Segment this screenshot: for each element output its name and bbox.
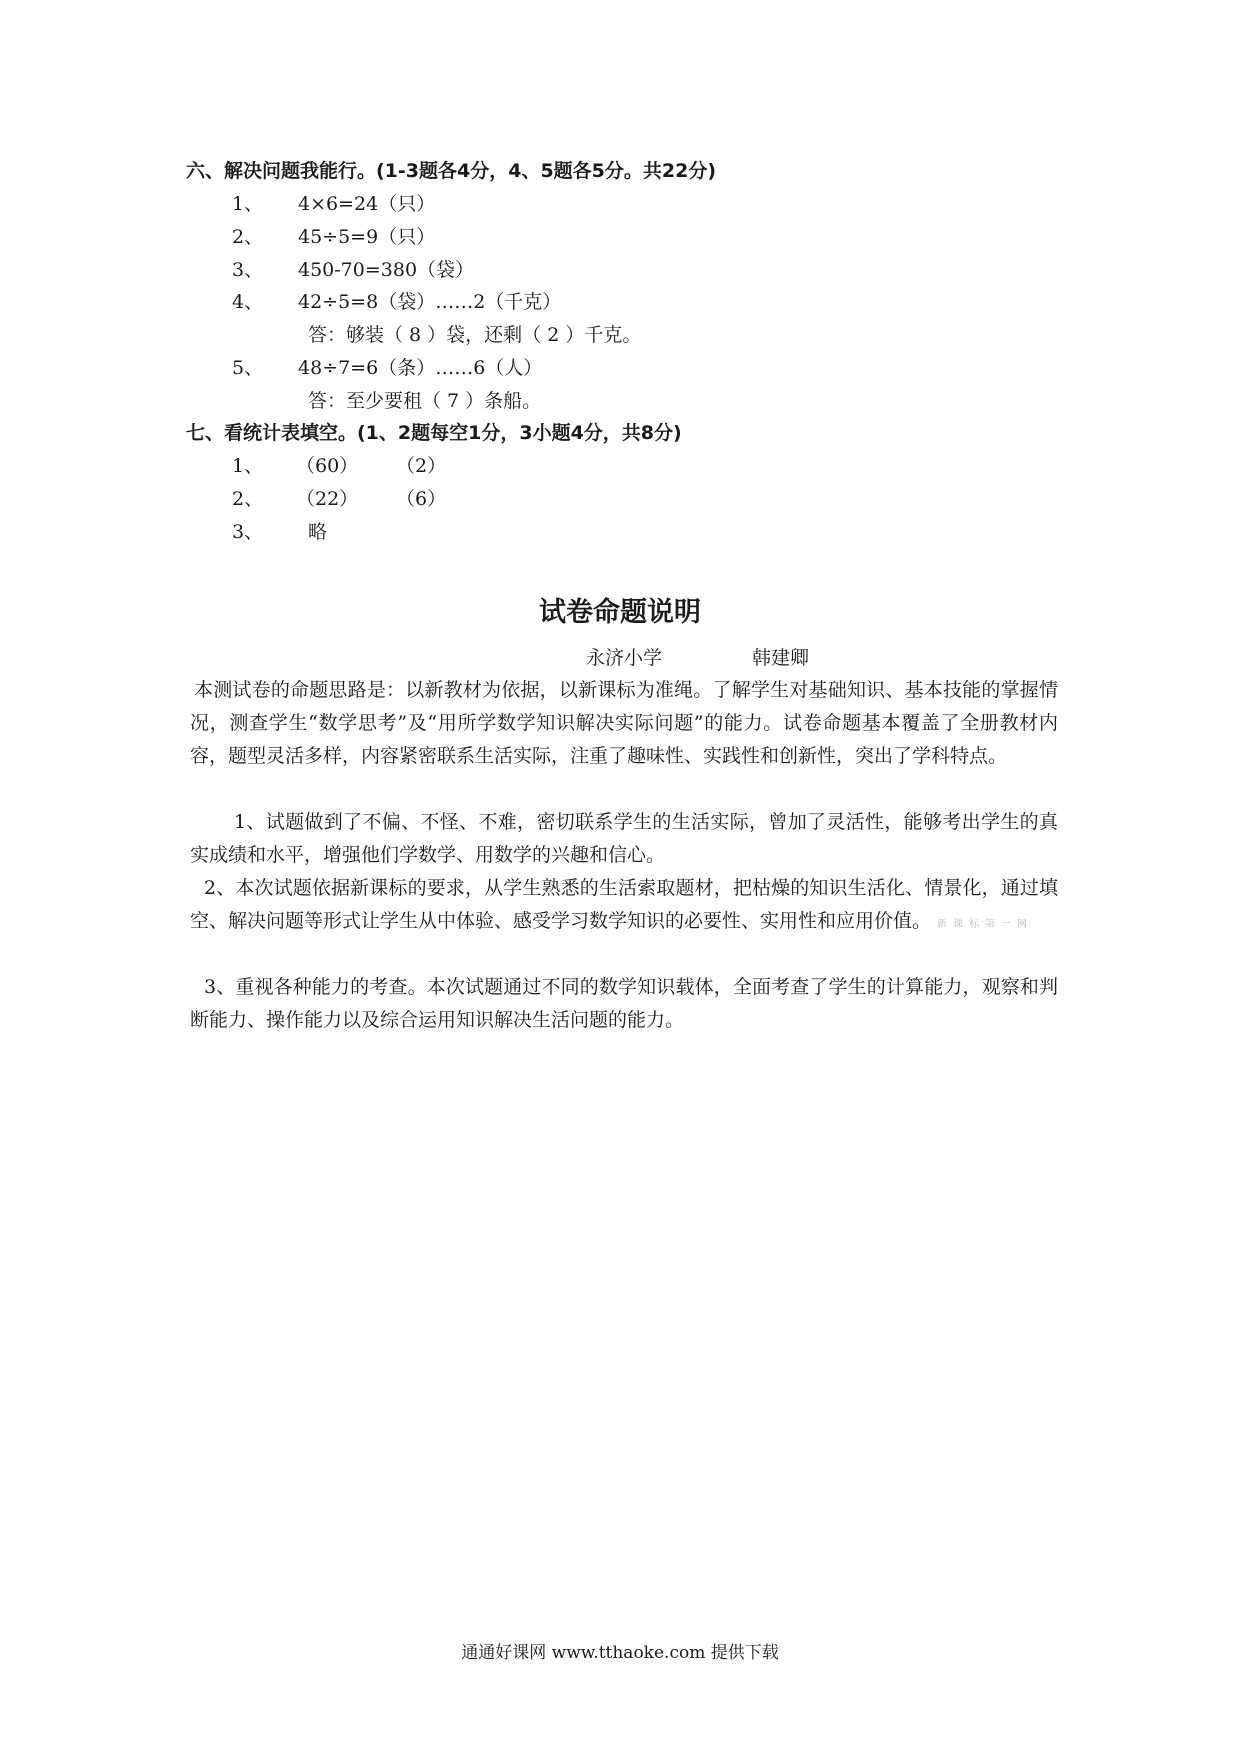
s6-item-3-number: 3、 <box>232 259 264 281</box>
s7-item-3-number: 3、 <box>232 521 264 543</box>
s7-item-3-answer: 略 <box>308 521 328 543</box>
s7-item-1-number: 1、 <box>232 455 264 477</box>
paragraph-2: 1、试题做到了不偏、不怪、不难，密切联系学生的生活实际，曾加了灵活性，能够考出学生的真实成绩和水平，增强他们学数学、用数学的兴趣和信心。 <box>190 811 1058 866</box>
s6-item-5-reply: 答：至少要租（ 7 ）条船。 <box>308 390 542 412</box>
paragraph-4: 3、重视各种能力的考查。本次试题通过不同的数学知识载体，全面考查了学生的计算能力，观察和判断能力、操作能力以及综合运用知识解决生活问题的能力。 <box>190 976 1058 1031</box>
s6-item-5-answer: 48÷7=6（条）……6（人） <box>298 357 543 379</box>
author-name: 韩建卿 <box>752 647 810 669</box>
paragraph-1: 本测试卷的命题思路是：以新教材为依据，以新课标为准绳。了解学生对基础知识、基本技能的掌握情况，测查学生“数学思考”及“用所学数学知识解决实际问题”的能力。试卷命题基本覆盖了全册教材内容，题型灵活多样，内容紧密联系生活实际，注重了趣味性、实践性和创新性，突出了学科特点。 <box>190 679 1058 767</box>
s7-item-2-number: 2、 <box>232 488 264 510</box>
footer-credit: 通通好课网 www.tthaoke.com 提供下载 <box>461 1643 779 1663</box>
section-6-heading: 六、解决问题我能行。(1-3题各4分，4、5题各5分。共22分) <box>186 160 717 182</box>
paragraph-3-text: 2、本次试题依据新课标的要求，从学生熟悉的生活索取题材，把枯燥的知识生活化、情景化，通过填空、解决问题等形式让学生从中体验、感受学习数学知识的必要性、实用性和应用价值。 <box>190 877 1058 932</box>
s6-item-5-number: 5、 <box>232 357 264 379</box>
s6-item-1-number: 1、 <box>232 193 264 215</box>
s7-item-2-blank-b: （6） <box>396 488 447 510</box>
s6-item-2-answer: 45÷5=9（只） <box>298 226 436 248</box>
s6-item-3-answer: 450-70=380（袋） <box>298 259 475 281</box>
watermark-text: 新课标第一网 <box>937 919 1034 930</box>
s6-item-4-answer: 42÷5=8（袋）……2（千克） <box>298 291 562 313</box>
s6-item-4-number: 4、 <box>232 291 264 313</box>
s7-item-2-blank-a: （22） <box>296 488 359 510</box>
paragraph-3 <box>190 872 1058 941</box>
explanation-title: 试卷命题说明 <box>539 597 701 628</box>
section-7-heading: 七、看统计表填空。(1、2题每空1分，3小题4分，共8分) <box>186 422 682 444</box>
s7-item-1-blank-a: （60） <box>296 455 359 477</box>
school-name: 永济小学 <box>586 647 663 669</box>
s6-item-2-number: 2、 <box>232 226 264 248</box>
s7-item-1-blank-b: （2） <box>396 455 447 477</box>
s6-item-1-answer: 4×6=24（只） <box>298 193 436 215</box>
s6-item-4-reply: 答：够装（ 8 ）袋，还剩（ 2 ）千克。 <box>308 324 642 346</box>
